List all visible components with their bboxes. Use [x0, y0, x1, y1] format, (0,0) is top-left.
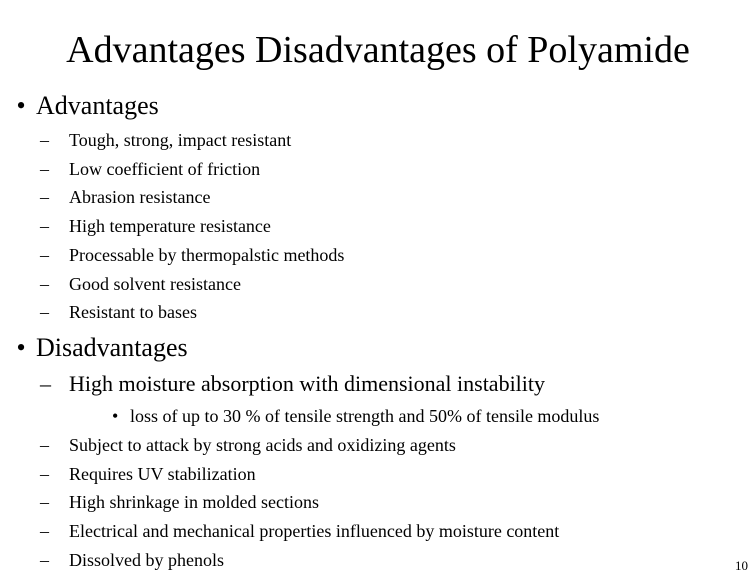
- list-item-text: Dissolved by phenols: [69, 550, 224, 570]
- list-item-text: High shrinkage in molded sections: [69, 492, 319, 512]
- list-item: [40, 272, 241, 296]
- dash-mark: –: [40, 245, 49, 265]
- dash-mark: –: [40, 130, 49, 150]
- dash-mark: –: [40, 159, 49, 179]
- list-item: [40, 128, 291, 152]
- dash-mark: –: [40, 274, 49, 294]
- dash-mark: –: [40, 302, 49, 322]
- list-item: [40, 185, 210, 209]
- list-item: [40, 214, 271, 238]
- sub-list-item: [112, 404, 599, 428]
- list-item-text: Electrical and mechanical properties influenced by moisture content: [69, 521, 560, 541]
- list-item: [40, 490, 319, 514]
- dash-mark: –: [40, 550, 49, 570]
- bullet-mark: •: [16, 91, 26, 120]
- disadvantages-heading: [6, 332, 188, 364]
- dash-mark: –: [40, 435, 49, 455]
- list-item-text: Processable by thermopalstic methods: [69, 245, 345, 265]
- advantages-heading-label: Advantages: [36, 91, 159, 120]
- list-item: [40, 548, 224, 572]
- advantages-heading: [6, 90, 159, 122]
- page-number: 10: [735, 558, 748, 573]
- list-item-text: Abrasion resistance: [69, 187, 211, 207]
- slide-title: Advantages Disadvantages of Polyamide: [66, 29, 690, 71]
- list-item-text: Good solvent resistance: [69, 274, 241, 294]
- dash-mark: –: [40, 464, 49, 484]
- bullet-mark: •: [16, 333, 26, 362]
- dash-mark: –: [40, 371, 51, 396]
- dash-mark: –: [40, 216, 49, 236]
- dash-mark: –: [40, 187, 49, 207]
- dash-mark: –: [40, 492, 49, 512]
- list-item-text: Resistant to bases: [69, 302, 197, 322]
- sub-list-item-text: loss of up to 30 % of tensile strength and 50% of tensile modulus: [130, 406, 600, 426]
- list-item-text: High moisture absorption with dimensional instability: [69, 371, 546, 396]
- list-item-text: Requires UV stabilization: [69, 464, 256, 484]
- list-item: [40, 157, 260, 181]
- list-item-text: Tough, strong, impact resistant: [69, 130, 292, 150]
- list-item: [40, 300, 197, 324]
- list-item-text: High temperature resistance: [69, 216, 271, 236]
- list-item: [40, 370, 545, 398]
- list-item-text: Low coefficient of friction: [69, 159, 261, 179]
- list-item: [40, 433, 456, 457]
- dot-mark: •: [112, 406, 119, 426]
- list-item: [40, 519, 559, 543]
- dash-mark: –: [40, 521, 49, 541]
- disadvantages-heading-label: Disadvantages: [36, 333, 188, 362]
- list-item: [40, 462, 256, 486]
- list-item-text: Subject to attack by strong acids and oxidizing agents: [69, 435, 456, 455]
- list-item: [40, 243, 344, 267]
